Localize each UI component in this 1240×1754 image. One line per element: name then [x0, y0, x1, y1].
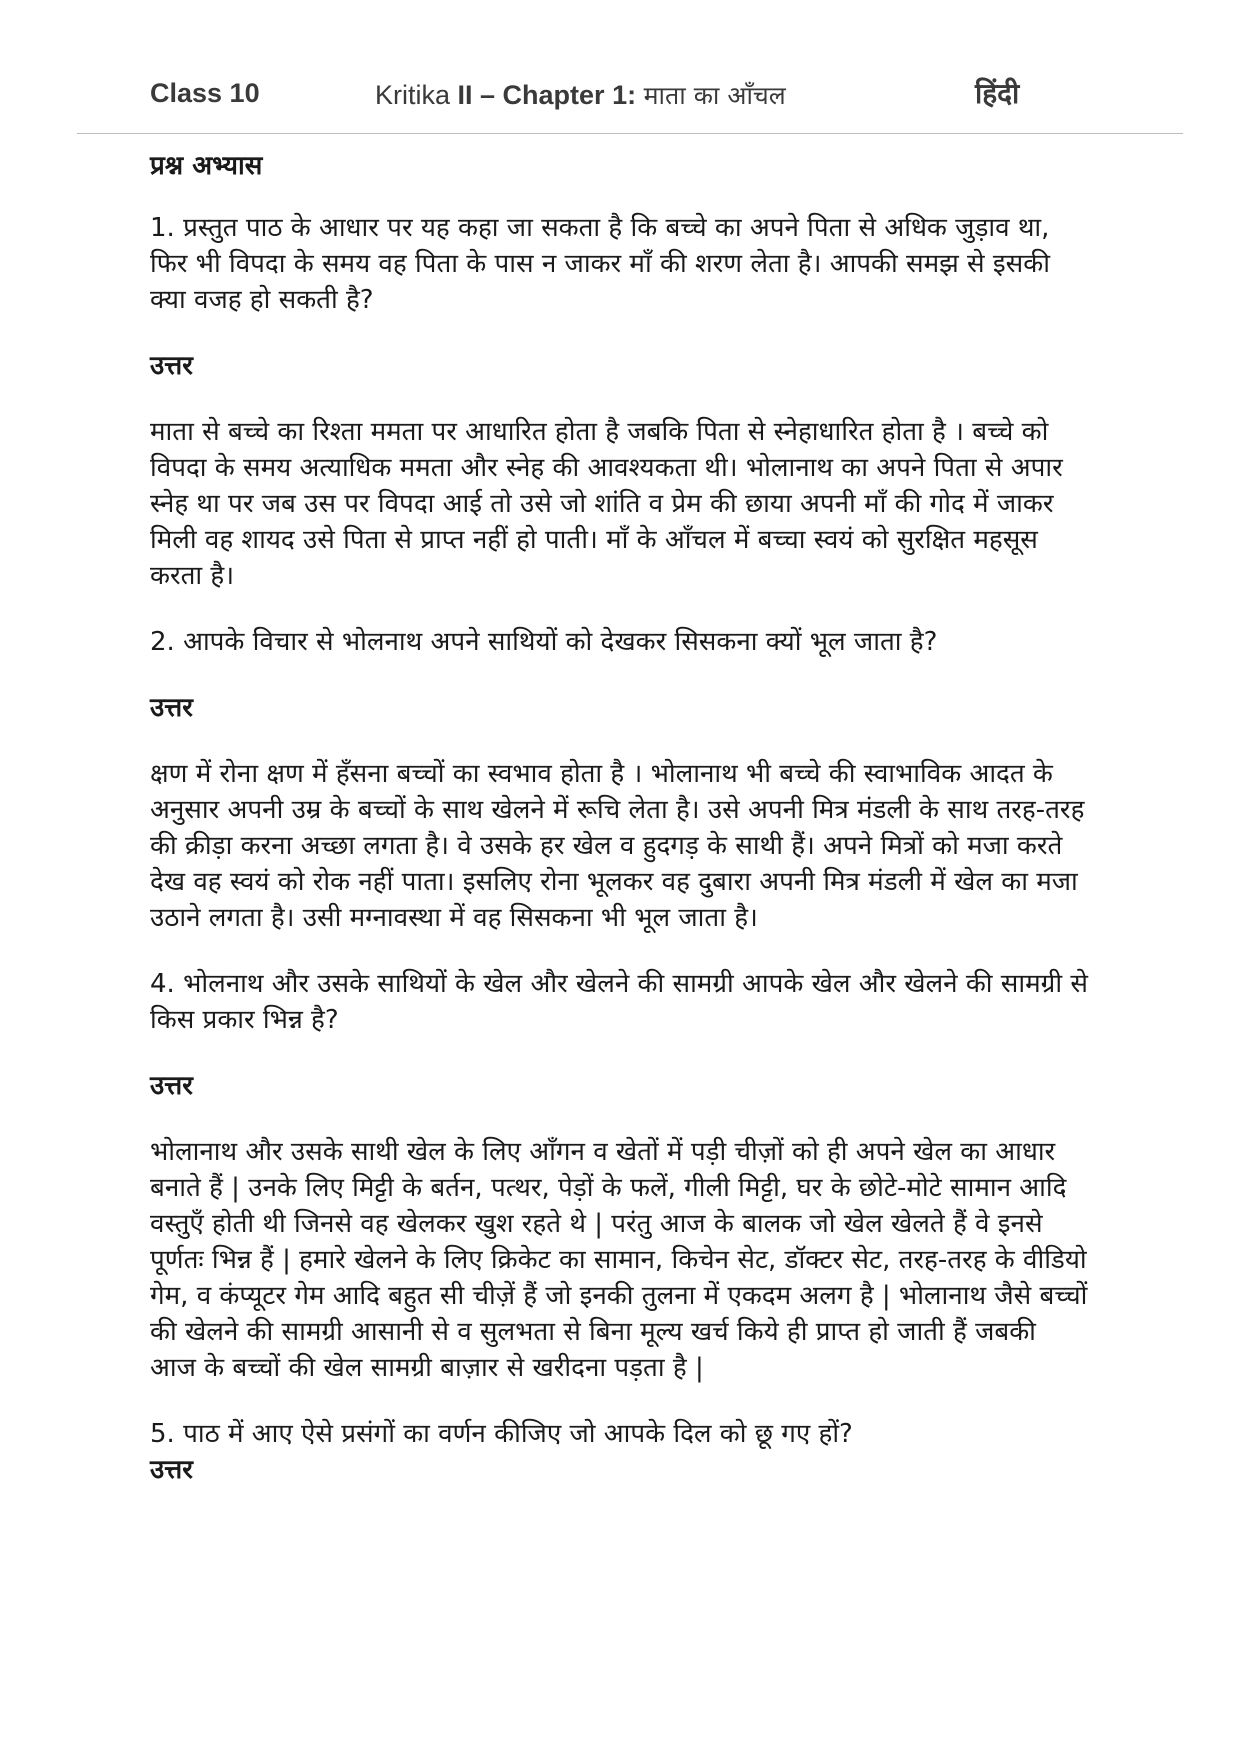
page-content: [150, 148, 1090, 1518]
book-part: II – Chapter 1:: [457, 80, 637, 110]
chapter-title: माता का आँचल: [643, 81, 786, 110]
answer-label-4: उत्तर: [150, 1071, 193, 1101]
subject-label: हिंदी: [975, 77, 1020, 110]
book-name: Kritika: [375, 80, 451, 110]
question-2: 2. आपके विचार से भोलनाथ अपने साथियों को देखकर सिसकना क्यों भूल जाता है?: [150, 627, 938, 657]
class-label: Class 10: [150, 78, 260, 108]
answer-label-1: उत्तर: [150, 351, 193, 381]
section-title: प्रश्न अभ्यास: [150, 151, 263, 181]
question-4: 4. भोलनाथ और उसके साथियों के खेल और खेलने की सामग्री आपके खेल और खेलने की सामग्री से किस प्रकार भिन्न है?: [150, 969, 1088, 1035]
question-1: 1. प्रस्तुत पाठ के आधार पर यह कहा जा सकता है कि बच्चे का अपने पिता से अधिक जुड़ाव था, फिर भी विपदा के समय वह पिता के पास न जाकर माँ की शरण लेता है। आपकी समझ से इसकी क्या वजह हो सकती है?: [150, 213, 1050, 315]
answer-2: क्षण में रोना क्षण में हँसना बच्चों का स्वभाव होता है । भोलानाथ भी बच्चे की स्वाभाविक आदत के अनुसार अपनी उम्र के बच्चों के साथ खेलने में रूचि लेता है। उसे अपनी मित्र मंडली के साथ तरह-तरह की क्रीड़ा करना अच्छा लगता है। वे उसके हर खेल व हुदगड़ के साथी हैं। अपने मित्रों को मजा करते देख वह स्वयं को रोक नहीं पाता। इसलिए रोना भूलकर वह दुबारा अपनी मित्र मंडली में खेल का मजा उठाने लगता है। उसी मग्नावस्था में वह सिसकना भी भूल जाता है।: [150, 759, 1085, 933]
answer-1: माता से बच्चे का रिश्ता ममता पर आधारित होता है जबकि पिता से स्नेहाधारित होता है । बच्चे को विपदा के समय अत्याधिक ममता और स्नेह की आवश्यकता थी। भोलानाथ का अपने पिता से अपार स्नेह था पर जब उस पर विपदा आई तो उसे जो शांति व प्रेम की छाया अपनी माँ की गोद में जाकर मिली वह शायद उसे पिता से प्राप्त नहीं हो पाती। माँ के आँचल में बच्चा स्वयं को सुरक्षित महसूस करता है।: [150, 417, 1063, 591]
chapter-heading: [375, 78, 786, 112]
answer-label-2: उत्तर: [150, 693, 193, 723]
header-divider: [77, 133, 1183, 134]
page-header: [0, 74, 1240, 114]
question-5: 5. पाठ में आए ऐसे प्रसंगों का वर्णन कीजिए जो आपके दिल को छू गए हों?: [150, 1419, 853, 1449]
answer-label-5: उत्तर: [150, 1455, 193, 1485]
answer-4: भोलानाथ और उसके साथी खेल के लिए आँगन व खेतों में पड़ी चीज़ों को ही अपने खेल का आधार बनाते हैं | उनके लिए मिट्टी के बर्तन, पत्थर, पेड़ों के फलें, गीली मिट्टी, घर के छोटे-मोटे सामान आदि वस्तुएँ होती थी जिनसे वह खेलकर खुश रहते थे | परंतु आज के बालक जो खेल खेलते हैं वे इनसे पूर्णतः भिन्न हैं | हमारे खेलने के लिए क्रिकेट का सामान, किचेन सेट, डॉक्टर सेट, तरह-तरह के वीडियो गेम, व कंप्यूटर गेम आदि बहुत सी चीज़ें हैं जो इनकी तुलना में एकदम अलग है | भोलानाथ जैसे बच्चों की खेलने की सामग्री आसानी से व सुलभता से बिना मूल्य खर्च किये ही प्राप्त हो जाती हैं जबकी आज के बच्चों की खेल सामग्री बाज़ार से खरीदना पड़ता है |: [150, 1137, 1088, 1383]
